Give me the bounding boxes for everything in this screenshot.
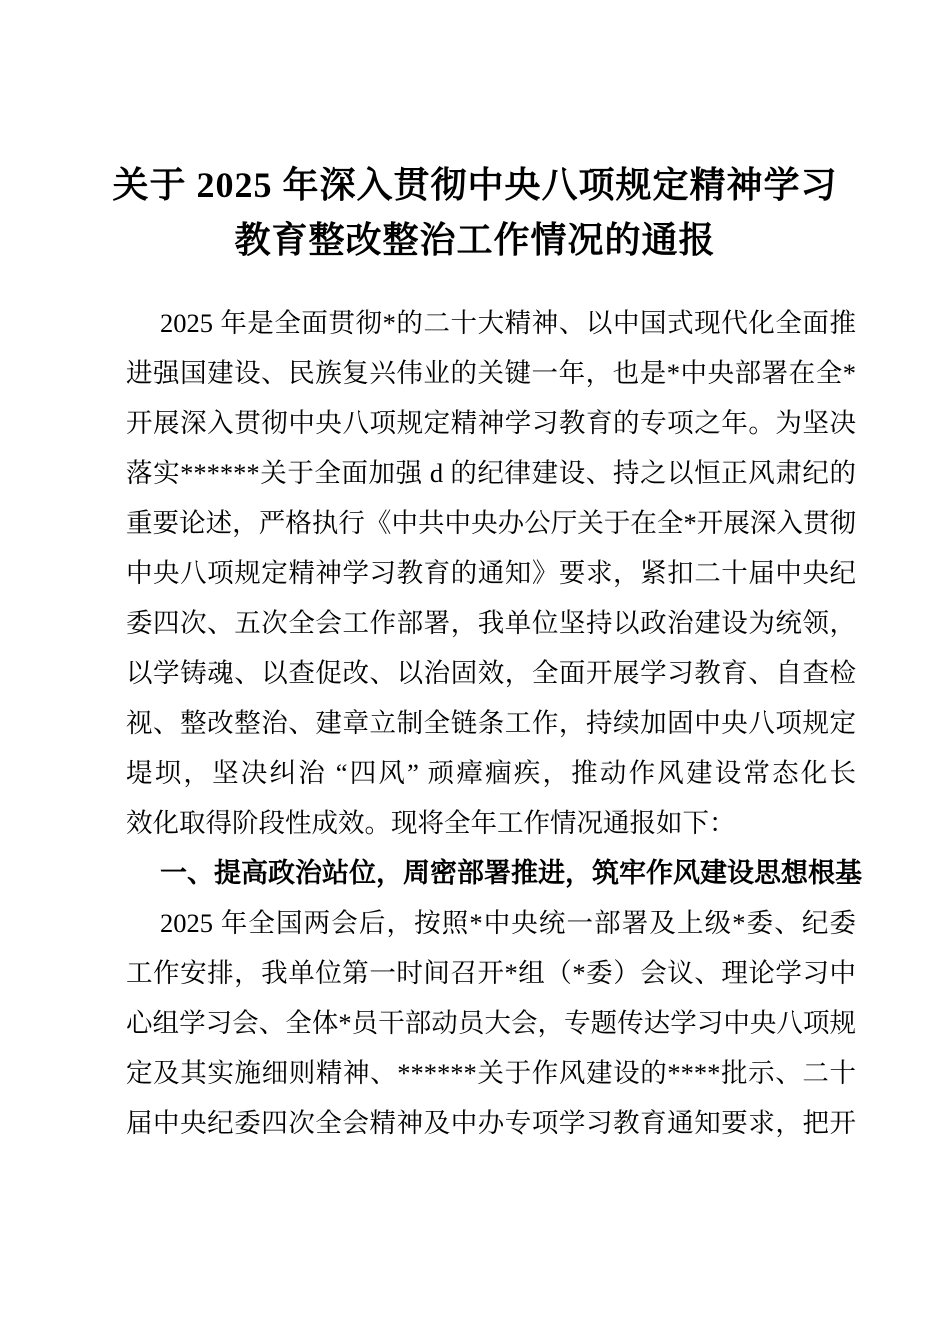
text-line: 堤坝，坚决纠治 “四风” 顽瘴痼疾，推动作风建设常态化长 [126, 758, 856, 788]
text-line: 效化取得阶段性成效。现将全年工作情况通报如下： [126, 808, 736, 838]
document-body [126, 298, 862, 1148]
text-line: 落实******关于全面加强 d 的纪律建设、持之以恒正风肃纪的 [126, 458, 856, 488]
text-line: 2025 年是全面贯彻*的二十大精神、以中国式现代化全面推 [160, 308, 856, 338]
text-line: 以学铸魂、以查促改、以治固效，全面开展学习教育、自查检 [126, 658, 856, 688]
title-line-2: 教育整改整治工作情况的通报 [234, 220, 716, 260]
text-line: 定及其实施细则精神、******关于作风建设的****批示、二十 [126, 1058, 856, 1088]
text-line: 开展深入贯彻中央八项规定精神学习教育的专项之年。为坚决 [126, 408, 856, 438]
title-line-1: 关于 2025 年深入贯彻中央八项规定精神学习 [112, 165, 838, 205]
text-line: 2025 年全国两会后，按照*中央统一部署及上级*委、纪委 [160, 908, 856, 938]
text-line: 重要论述，严格执行《中共中央办公厅关于在全*开展深入贯彻 [126, 508, 856, 538]
text-line: 视、整改整治、建章立制全链条工作，持续加固中央八项规定 [126, 708, 856, 738]
text-line: 进强国建设、民族复兴伟业的关键一年，也是*中央部署在全* [126, 358, 856, 388]
text-line: 委四次、五次全会工作部署，我单位坚持以政治建设为统领， [126, 608, 856, 638]
text-line: 工作安排，我单位第一时间召开*组（*委）会议、理论学习中 [126, 958, 856, 988]
text-line: 中央八项规定精神学习教育的通知》要求，紧扣二十届中央纪 [126, 558, 856, 588]
text-line: 届中央纪委四次全会精神及中办专项学习教育通知要求，把开 [126, 1108, 856, 1138]
section-heading: 一、提高政治站位，周密部署推进，筑牢作风建设思想根基 [160, 858, 862, 888]
text-line: 心组学习会、全体*员干部动员大会，专题传达学习中央八项规 [126, 1008, 856, 1038]
document-title [0, 0, 950, 268]
